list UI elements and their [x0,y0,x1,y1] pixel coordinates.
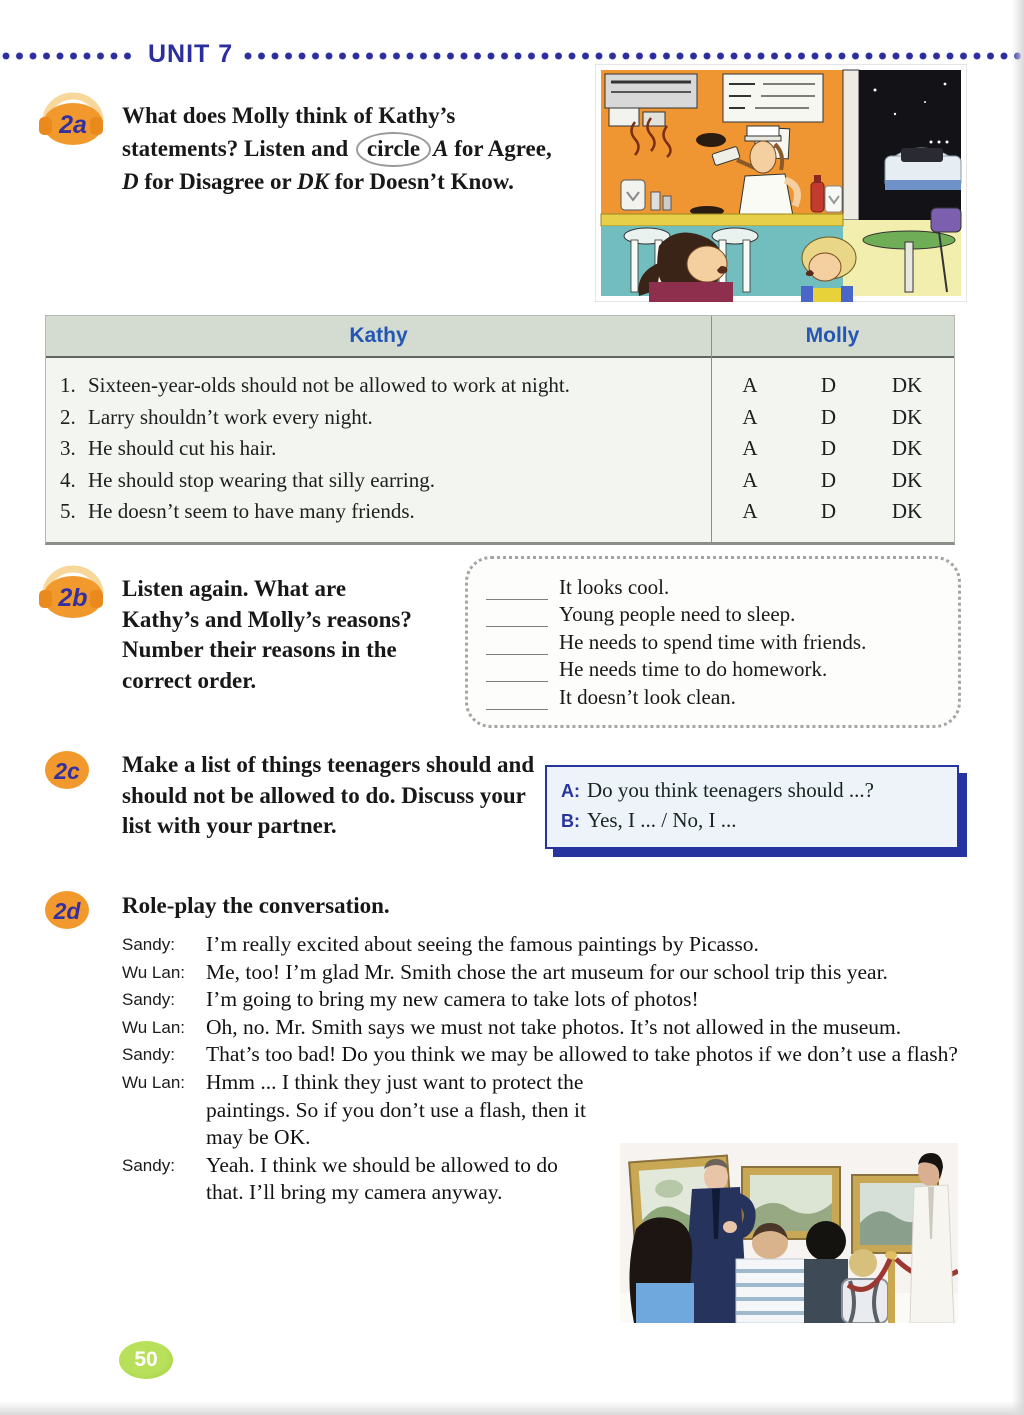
dialogue-line [122,986,968,1014]
reason-text: He needs to spend time with friends. [559,629,867,654]
answer-blank[interactable] [486,578,548,600]
dialogue-text: I’m really excited about seeing the famous paintings by Picasso. [206,932,759,956]
dialogue-text: Hmm ... I think they just want to protect the paintings. So if you don’t use a flash, then it may be OK. [206,1069,586,1150]
table-row [46,496,954,528]
instruction-text: What does Molly think of Kathy’s statements? Listen and [122,103,456,161]
speaker-label: Wu Lan: [122,1017,186,1037]
diner-cartoon-image [595,64,967,302]
table-row [46,465,954,497]
option-disagree[interactable]: D [820,373,837,398]
reason-text: Young people need to sleep. [559,602,796,627]
headphones-icon [33,91,109,147]
table-header-kathy: Kathy [349,324,408,347]
agree-disagree-table [45,315,955,545]
statement-text: He should stop wearing that silly earring. [88,467,436,492]
dialogue-line [122,1014,968,1042]
dialogue-text: Me, too! I’m glad Mr. Smith chose the art museum for our school trip this year. [206,959,888,984]
svg-text:2b: 2b [58,584,88,612]
row-number: 4. [60,467,76,492]
statement-text: He doesn’t seem to have many friends. [88,499,415,524]
page-edge [0,1401,1024,1415]
section-2b-instruction: Listen again. What are Kathy’s and Molly’s reasons? Number their reasons in the correct order. [122,576,412,693]
reason-item [486,627,948,655]
page-edge [1012,0,1024,1415]
option-agree[interactable]: A [742,436,758,461]
option-doesnt-know[interactable]: DK [891,467,923,492]
option-agree[interactable]: A [742,404,758,429]
speaker-label: Wu Lan: [122,1072,186,1092]
page-number-badge: 50 [119,1341,173,1379]
reason-text: He needs time to do homework. [559,657,828,682]
row-number: 1. [60,373,76,398]
reason-item [486,655,948,683]
example-a-text: Do you think teenagers should ...? [587,778,874,802]
example-b-text: Yes, I ... / No, I ... [587,808,737,832]
option-doesnt-know[interactable]: DK [891,499,923,524]
reason-text: It doesn’t look clean. [559,684,736,709]
table-header-molly: Molly [805,324,860,347]
option-doesnt-know[interactable]: DK [891,404,923,429]
statement-text: Larry shouldn’t work every night. [88,404,373,429]
option-doesnt-know[interactable]: DK [891,436,923,461]
dialogue-text: Yeah. I think we should be allowed to do that. I’ll bring my camera anyway. [206,1152,558,1205]
section-2d-title: Role-play the conversation. [122,893,390,918]
speaker-a-label: A: [561,781,580,801]
reason-item [486,572,948,600]
option-agree[interactable]: A [742,373,758,398]
answer-blank[interactable] [486,660,548,682]
table-row [46,433,954,465]
reason-text: It looks cool. [559,574,670,599]
statement-text: He should cut his hair. [88,436,277,461]
speaker-label: Sandy: [122,990,175,1010]
speaker-label: Wu Lan: [122,962,186,982]
dialogue-line [122,959,968,987]
svg-text:2a: 2a [59,111,87,139]
option-disagree[interactable]: D [820,467,837,492]
dialogue-text: Oh, no. Mr. Smith says we must not take photos. It’s not allowed in the museum. [206,1014,902,1039]
svg-text:2c: 2c [54,758,80,784]
dotted-rule-right [244,52,1024,60]
unit-title: UNIT 7 [148,40,234,68]
answer-blank[interactable] [486,605,548,627]
row-number: 2. [60,404,76,429]
answer-blank[interactable] [486,633,548,655]
option-disagree[interactable]: D [820,404,837,429]
dotted-rule-left [2,52,132,60]
statement-text: Sixteen-year-olds should not be allowed to work at night. [88,373,570,398]
reason-item [486,600,948,628]
table-row [46,370,954,402]
option-disagree[interactable]: D [820,499,837,524]
answer-blank[interactable] [486,688,548,710]
svg-text:2d: 2d [53,898,81,924]
option-agree[interactable]: A [742,467,758,492]
example-line-a [561,776,943,806]
table-row [46,402,954,434]
dialogue-line [122,931,968,959]
dialogue-line [122,1069,968,1152]
row-number: 3. [60,436,76,461]
table-column-divider [711,316,712,542]
section-2a-badge [33,91,109,147]
speaker-label: Sandy: [122,1045,175,1065]
museum-photo [620,1143,958,1323]
table-header-row [46,316,954,358]
section-2a-instruction: What does Molly think of Kathy’s statements? Listen and circle A for Agree, D for Disagree or DK for Doesn’t Know. [122,103,552,194]
dialogue-line [122,1041,968,1069]
option-agree[interactable]: A [742,499,758,524]
dialogue-text: That’s too bad! Do you think we may be allowed to take photos if we don’t use a flash? [206,1042,958,1067]
speaker-label: Sandy: [122,935,175,954]
row-number: 5. [60,499,76,524]
dialogue-text: I’m going to bring my new camera to take lots of photos! [206,987,699,1012]
option-doesnt-know[interactable]: DK [891,373,923,398]
section-2c-badge [42,748,92,792]
speaker-label: Sandy: [122,1155,175,1175]
headphones-icon [33,564,109,620]
circled-word: circle [356,132,431,168]
section-2c-instruction: Make a list of things teenagers should and should not be allowed to do. Discuss your list with your partner. [122,752,535,838]
reason-item [486,682,948,710]
option-disagree[interactable]: D [820,436,837,461]
section-2d-badge [42,888,92,932]
section-2b-badge [33,564,109,620]
reasons-box [465,556,961,728]
example-dialogue-box [545,765,959,849]
speaker-b-label: B: [561,811,580,831]
example-line-b [561,806,943,836]
